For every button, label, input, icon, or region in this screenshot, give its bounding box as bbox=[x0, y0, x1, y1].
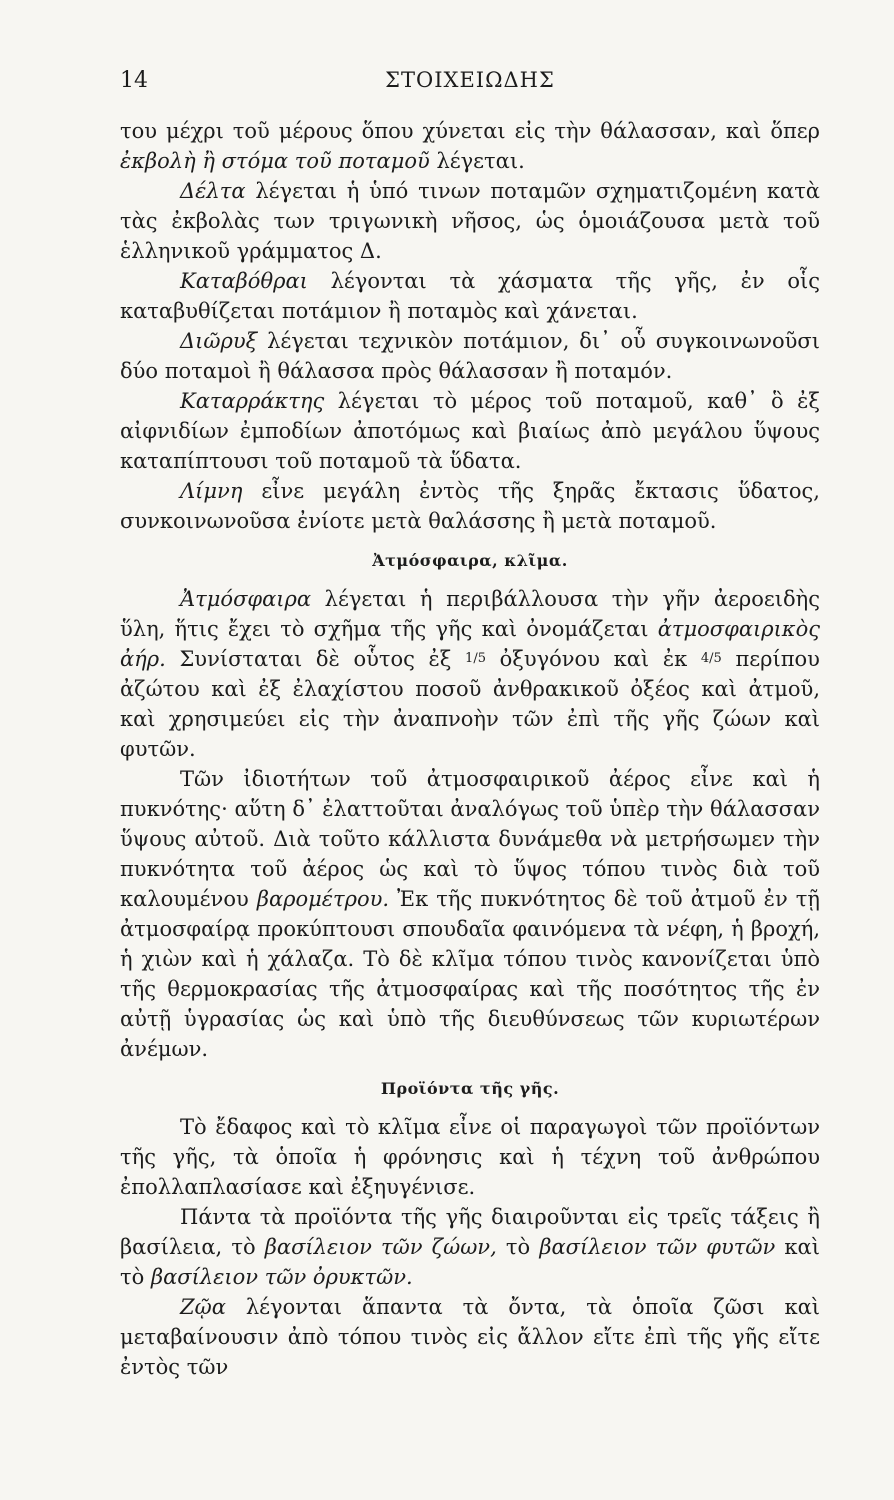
fraction: 1/5 bbox=[465, 651, 486, 666]
paragraph-dioryx: Διῶρυξ λέγεται τεχνικὸν ποτάμιον, δι᾽ οὗ συγκοινωνοῦσι δύο ποταμοὶ ἢ θάλασσα πρὸς θάλασσαν ἢ ποταμόν. bbox=[120, 329, 820, 383]
italic-term: ἀτμοσφαιρικὸς ἀήρ. bbox=[120, 617, 820, 671]
fraction: 4/5 bbox=[700, 651, 722, 666]
section-heading-products: Προϊόντα τῆς γῆς. bbox=[380, 1079, 560, 1098]
italic-term: βαρομέτρου. bbox=[256, 887, 390, 911]
italic-term: ἐκβολὴ ἢ στόμα τοῦ ποταμοῦ bbox=[120, 149, 430, 173]
italic-term: Διῶρυξ bbox=[180, 329, 258, 353]
page-number: 14 bbox=[120, 68, 148, 93]
italic-term: Δέλτα bbox=[180, 179, 246, 203]
italic-term: Λίμνη bbox=[180, 479, 243, 503]
italic-term: Καταβόθραι bbox=[180, 269, 308, 293]
paragraph-delta: Δέλτα λέγεται ἡ ὑπό τινων ποταμῶν σχηματιζομένη κατὰ τὰς ἐκβολὰς των τριγωνικὴ νῆσος, ὡς ὁμοιάζουσα μετὰ τοῦ ἑλληνικοῦ γράμματος Δ. bbox=[120, 179, 820, 263]
paragraph-products: Τὸ ἔδαφος καὶ τὸ κλῖμα εἶνε οἱ παραγωγοὶ τῶν προϊόντων τῆς γῆς, τὰ ὁποῖα ἡ φρόνησις καὶ ἡ τέχνη τοῦ ἀνθρώπου ἐπολλαπλασίασε καὶ ἐξηυγένισε. bbox=[120, 1115, 820, 1199]
paragraph-kingdoms: Πάντα τὰ προϊόντα τῆς γῆς διαιροῦνται εἰς τρεῖς τάξεις ἢ βασίλεια, τὸ βασίλειον τῶν ζώων, τὸ βασίλειον τῶν φυτῶν καὶ τὸ βασίλειον τῶν ὀρυκτῶν. bbox=[120, 1205, 820, 1289]
italic-term: Ἀτμόσφαιρα bbox=[180, 587, 312, 611]
italic-term: βασίλειον τῶν ὀρυκτῶν. bbox=[150, 1265, 413, 1289]
page-body bbox=[120, 116, 820, 1382]
page-header bbox=[120, 68, 820, 98]
running-title: ΣΤΟΙΧΕΙΩΔΗΣ bbox=[385, 68, 555, 92]
paragraph-atmosphere: Ἀτμόσφαιρα λέγεται ἡ περιβάλλουσα τὴν γῆν ἀεροειδὴς ὕλη, ἥτις ἔχει τὸ σχῆμα τῆς γῆς καὶ ὀνομάζεται ἀτμοσφαιρικὸς ἀήρ. Συνίσταται δὲ οὗτος ἐξ 1/5 ὀξυγόνου καὶ ἐκ 4/5 περίπου ἀζώτου καὶ ἐξ ἐλαχίστου ποσοῦ ἀνθρακικοῦ ὀξέος καὶ ἀτμοῦ, καὶ χρησιμεύει εἰς τὴν ἀναπνοὴν τῶν ἐπὶ τῆς γῆς ζώων καὶ φυτῶν. bbox=[120, 587, 820, 761]
italic-term: Ζῷα bbox=[180, 1295, 226, 1319]
italic-term: βασίλειον τῶν ζώων, bbox=[264, 1235, 497, 1259]
italic-term: Καταρράκτης bbox=[180, 389, 325, 413]
paragraph-animals: Ζῷα λέγονται ἅπαντα τὰ ὄντα, τὰ ὁποῖα ζῶσι καὶ μεταβαίνουσιν ἀπὸ τόπου τινὸς εἰς ἄλλον εἴτε ἐπὶ τῆς γῆς εἴτε ἐντὸς τῶν bbox=[120, 1295, 820, 1379]
italic-term: βασίλειον τῶν φυτῶν bbox=[539, 1235, 776, 1259]
paragraph: του μέχρι τοῦ μέρους ὅπου χύνεται εἰς τὴν θάλασσαν, καὶ ὅπερ ἐκβολὴ ἢ στόμα τοῦ ποταμοῦ λέγεται. bbox=[120, 119, 820, 173]
paragraph-density: Τῶν ἰδιοτήτων τοῦ ἀτμοσφαιρικοῦ ἀέρος εἶνε καὶ ἡ πυκνότης· αὕτη δ᾽ ἐλαττοῦται ἀναλόγως τοῦ ὑπὲρ τὴν θάλασσαν ὕψους αὐτοῦ. Διὰ τοῦτο κάλλιστα δυνάμεθα νὰ μετρήσωμεν τὴν πυκνότητα τοῦ ἀέρος ὡς καὶ τὸ ὕψος τόπου τινὸς διὰ τοῦ καλουμένου βαρομέτρου. Ἐκ τῆς πυκνότητος δὲ τοῦ ἀτμοῦ ἐν τῇ ἀτμοσφαίρᾳ προκύπτουσι σπουδαῖα φαινόμενα τὰ νέφη, ἡ βροχή, ἡ χιὼν καὶ ἡ χάλαζα. Τὸ δὲ κλῖμα τόπου τινὸς κανονίζεται ὑπὸ τῆς θερμοκρασίας τῆς ἀτμοσφαίρας καὶ τῆς ποσότητος τῆς ἐν αὐτῇ ὑγρασίας ὡς καὶ ὑπὸ τῆς διευθύνσεως τῶν κυριωτέρων ἀνέμων. bbox=[120, 767, 820, 1061]
paragraph-katarraktis: Καταρράκτης λέγεται τὸ μέρος τοῦ ποταμοῦ, καθ᾽ ὃ ἐξ αἰφνιδίων ἐμποδίων ἀποτόμως καὶ βιαίως ἀπὸ μεγάλου ὕψους καταπίπτουσι τοῦ ποταμοῦ τὰ ὕδατα. bbox=[120, 389, 820, 473]
paragraph-katavothrai: Καταβόθραι λέγονται τὰ χάσματα τῆς γῆς, ἐν οἷς καταβυθίζεται ποτάμιον ἢ ποταμὸς καὶ χάνεται. bbox=[120, 269, 820, 323]
section-heading-atmosphere: Ἀτμόσφαιρα, κλῖμα. bbox=[372, 551, 568, 570]
paragraph-limni: Λίμνη εἶνε μεγάλη ἐντὸς τῆς ξηρᾶς ἔκτασις ὕδατος, συνκοινωνοῦσα ἐνίοτε μετὰ θαλάσσης ἢ μετὰ ποταμοῦ. bbox=[120, 479, 820, 533]
